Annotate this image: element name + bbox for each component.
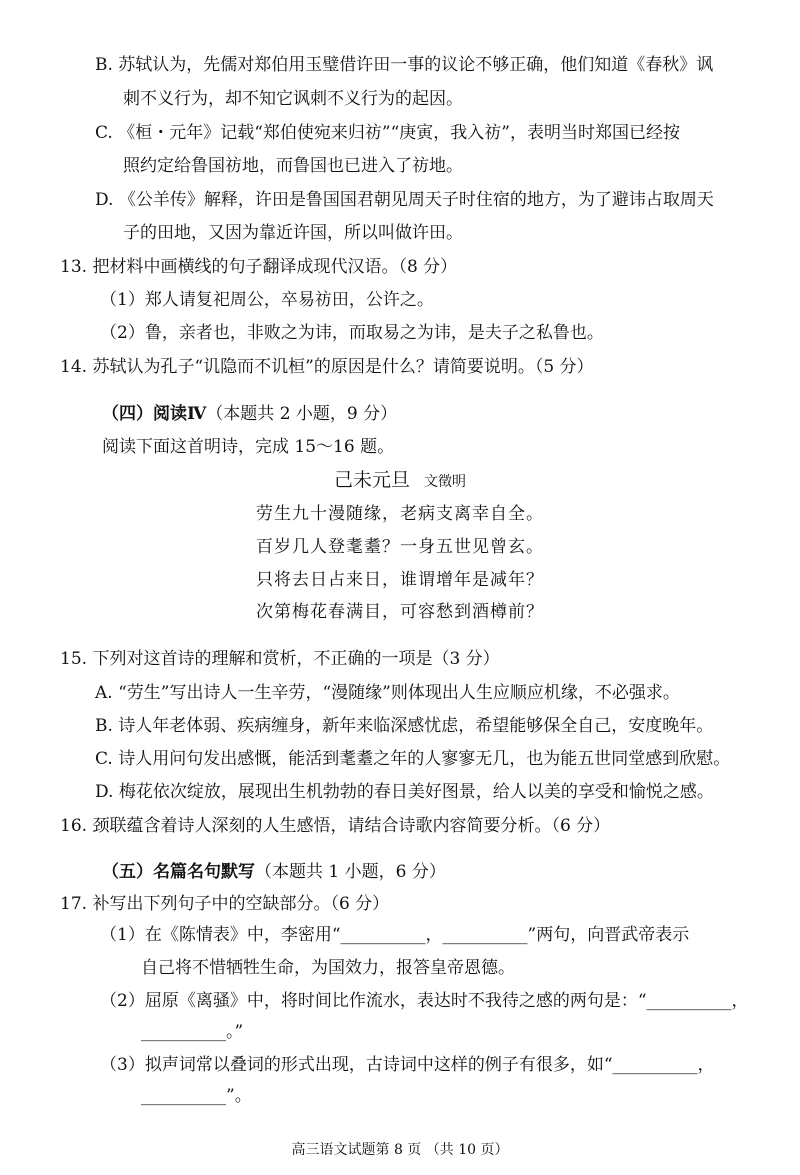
poem-line-3: 只将去日占来日，谁谓增年是减年？ xyxy=(256,570,544,590)
q17-item-1-line2: 自己将不惜牺牲生命，为国效力，报答皇帝恩德。 xyxy=(141,958,515,978)
q17-item-2-line2: __________。” xyxy=(141,1022,244,1042)
q15-option-b: B. 诗人年老体弱、疾病缠身，新年来临深感忧虑，希望能够保全自己，安度晚年。 xyxy=(95,716,714,736)
q13-sentence-1: （1）郑人请复祀周公，卒易祊田，公许之。 xyxy=(100,290,434,310)
q17-item-1-line1: （1）在《陈情表》中，李密用“__________，__________”两句，向晋武帝表示 xyxy=(100,925,690,945)
q15-stem: 15. 下列对这首诗的理解和赏析，不正确的一项是（3 分） xyxy=(60,649,500,669)
q12-option-b-line2: 刺不义行为，却不知它讽刺不义行为的起因。 xyxy=(123,89,463,109)
poem-author: 文徵明 xyxy=(424,474,466,490)
q15-option-d: D. 梅花依次绽放，展现出生机勃勃的春日美好图景，给人以美的享受和愉悦之感。 xyxy=(95,782,714,802)
section-5-header xyxy=(0,859,800,885)
q17-item-3-line1: （3）拟声词常以叠词的形式出现，古诗词中这样的例子有很多，如“__________， xyxy=(100,1055,715,1075)
poem-line-4: 次第梅花春满目，可容愁到酒樽前？ xyxy=(256,602,544,622)
section-5-info: （本题共 1 小题，6 分） xyxy=(255,862,446,882)
section-4-intro: 阅读下面这首明诗，完成 15～16 题。 xyxy=(102,437,395,457)
q15-option-c: C. 诗人用问句发出感慨，能活到耄耋之年的人寥寥无几，也为能五世同堂感到欣慰。 xyxy=(95,749,731,769)
poem-title: 己未元旦 xyxy=(333,469,410,491)
q12-option-d-line1: D. 《公羊传》解释，许田是鲁国国君朝见周天子时住宿的地方，为了避讳占取周天 xyxy=(95,190,714,210)
q17-item-3-line2: __________”。 xyxy=(141,1086,252,1106)
q17-item-2-line1: （2）屈原《离骚》中，将时间比作流水，表达时不我待之感的两句是：“__________， xyxy=(100,991,749,1011)
q13-sentence-2: （2）鲁，亲者也，非败之为讳，而取易之为讳，是夫子之私鲁也。 xyxy=(100,323,604,343)
poem-title-row xyxy=(0,466,800,496)
q12-option-c-line1: C. 《桓・元年》记载“郑伯使宛来归祊”“庚寅，我入祊”，表明当时郑国已经按 xyxy=(95,123,680,143)
q15-option-a: A. “劳生”写出诗人一生辛劳，“漫随缘”则体现出人生应顺应机缘，不必强求。 xyxy=(95,683,680,703)
q17-stem: 17. 补写出下列句子中的空缺部分。（6 分） xyxy=(60,894,390,914)
q12-option-b-line1: B. 苏轼认为，先儒对郑伯用玉璧借许田一事的议论不够正确，他们知道《春秋》讽 xyxy=(95,55,714,75)
section-4-info: （本题共 2 小题，9 分） xyxy=(206,404,398,424)
q12-option-c-line2: 照约定给鲁国祊地，而鲁国也已进入了祊地。 xyxy=(123,156,463,176)
poem-line-1: 劳生九十漫随缘，老病支离幸自全。 xyxy=(256,504,544,524)
q13-stem: 13. 把材料中画横线的句子翻译成现代汉语。（8 分） xyxy=(60,257,458,277)
section-4-header xyxy=(0,401,800,427)
section-4-heading: （四）阅读Ⅳ xyxy=(102,404,207,424)
poem-line-2: 百岁几人登耄耋？一身五世见曾玄。 xyxy=(256,537,544,557)
q12-option-d-line2: 子的田地，又因为靠近许国，所以叫做许田。 xyxy=(123,223,463,243)
q16-stem: 16. 颈联蕴含着诗人深刻的人生感悟，请结合诗歌内容简要分析。（6 分） xyxy=(60,816,611,836)
section-5-heading: （五）名篇名句默写 xyxy=(102,862,255,882)
q14-stem: 14. 苏轼认为孔子“讥隐而不讥桓”的原因是什么？请简要说明。（5 分） xyxy=(60,357,594,377)
page-footer: 高三语文试题第 8 页 （共 10 页） xyxy=(291,1142,509,1158)
